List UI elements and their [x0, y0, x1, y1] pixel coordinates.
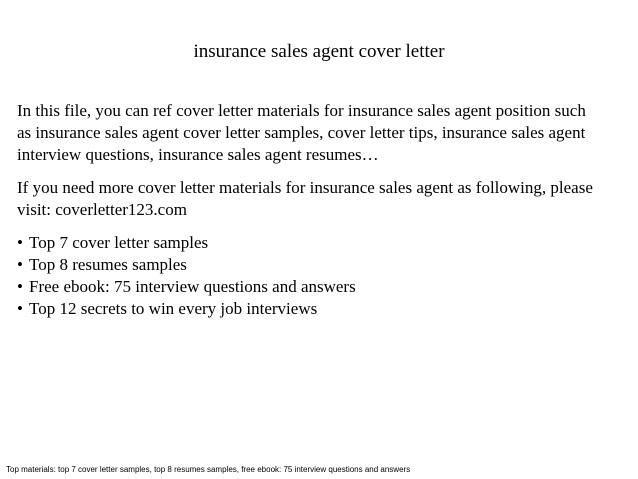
more-info-line: If you need more cover letter materials for insurance sales agent as following, please	[17, 178, 593, 197]
more-info-paragraph	[17, 177, 627, 221]
bullet-text: Top 8 resumes samples	[29, 255, 187, 274]
bullet-item	[17, 276, 627, 298]
bullet-list	[17, 232, 627, 320]
bullet-item	[17, 254, 627, 276]
bullet-text: Free ebook: 75 interview questions and answers	[29, 277, 356, 296]
intro-line: In this file, you can ref cover letter materials for insurance sales agent position such	[17, 101, 586, 120]
bullet-item	[17, 232, 627, 254]
bullet-icon: •	[17, 277, 23, 296]
intro-paragraph	[17, 100, 627, 166]
more-info-line: visit: coverletter123.com	[17, 200, 187, 219]
page-title: insurance sales agent cover letter	[193, 41, 445, 62]
footer-text: Top materials: top 7 cover letter samples, top 8 resumes samples, free ebook: 75 interview questions and answers	[6, 465, 411, 474]
bullet-icon: •	[17, 299, 23, 318]
bullet-icon: •	[17, 255, 23, 274]
intro-line: as insurance sales agent cover letter samples, cover letter tips, insurance sales agent	[17, 123, 586, 142]
bullet-text: Top 12 secrets to win every job interviews	[29, 299, 318, 318]
bullet-icon: •	[17, 233, 23, 252]
bullet-text: Top 7 cover letter samples	[29, 233, 209, 252]
bullet-item	[17, 298, 627, 320]
intro-line: interview questions, insurance sales agent resumes…	[17, 145, 379, 164]
slide-body	[17, 100, 627, 320]
